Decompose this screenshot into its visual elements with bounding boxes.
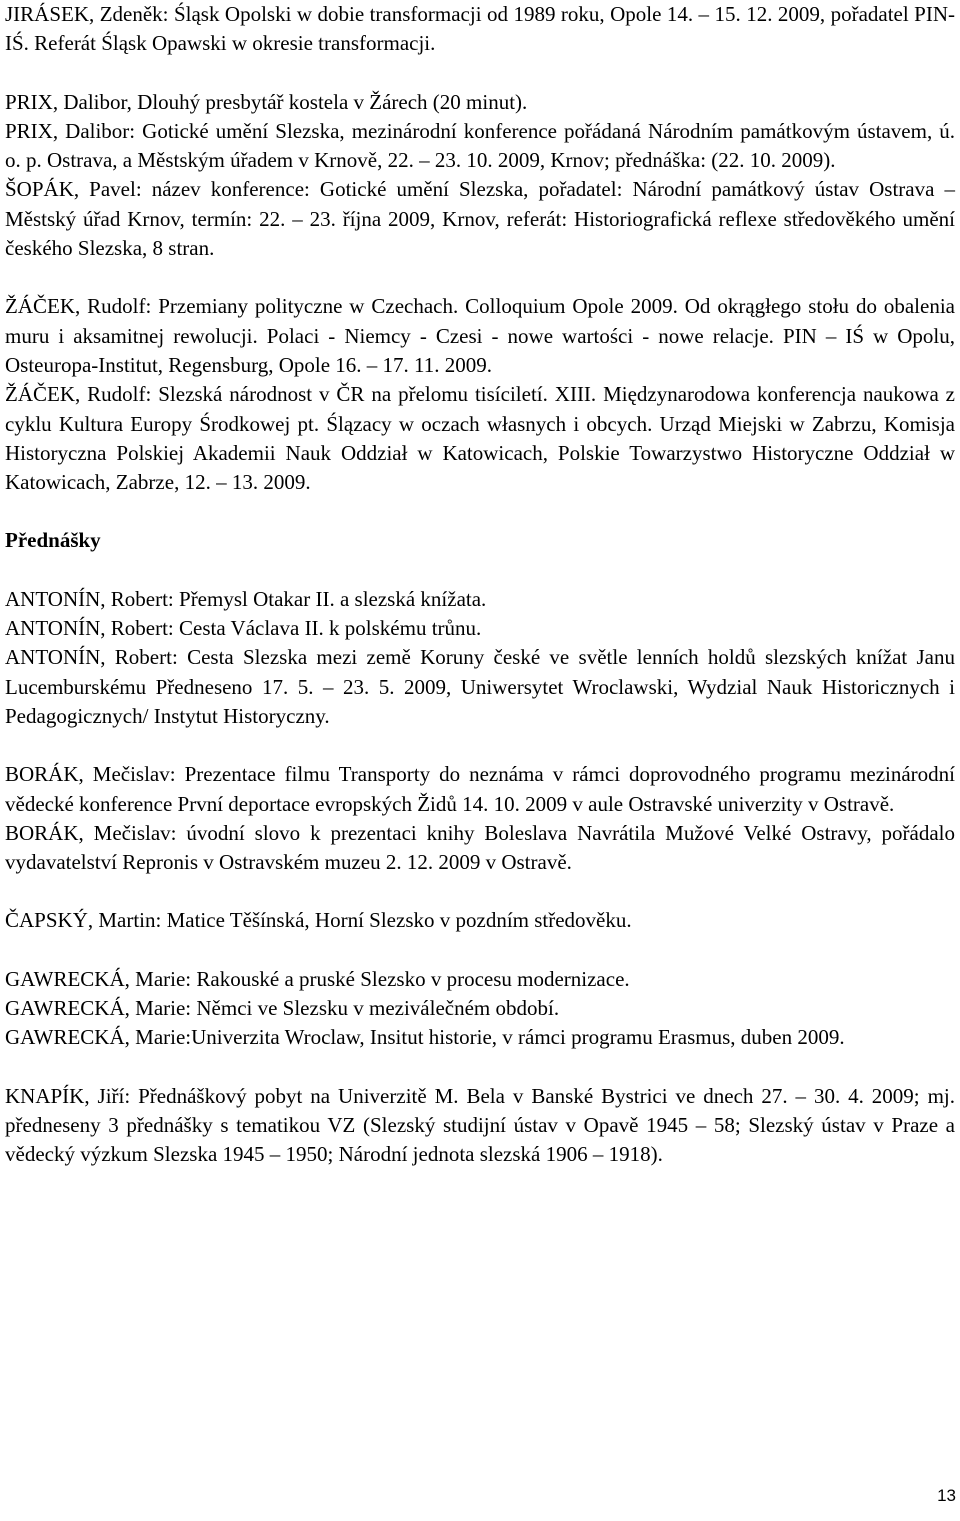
page-number: 13 — [937, 1486, 956, 1505]
entry-sopak: ŠOPÁK, Pavel: název konference: Gotické umění Slezska, pořadatel: Národní památkový ústav Ostrava – Městský úřad Krnov, termín: 22. – 23. října 2009, Krnov, referát: Historiografická reflexe středověkého umění českého Slezska, 8 stran. — [5, 177, 955, 261]
document-page — [5, 0, 955, 1170]
spacer — [5, 497, 955, 526]
lecture-gawrecka-1: GAWRECKÁ, Marie: Rakouské a pruské Slezsko v procesu modernizace. — [5, 966, 630, 991]
lecture-antonin-2: ANTONÍN, Robert: Cesta Václava II. k polskému trůnu. — [5, 616, 482, 641]
spacer — [5, 263, 955, 292]
entry-zacek-1: ŽÁČEK, Rudolf: Przemiany polityczne w Czechach. Colloquium Opole 2009. Od okrągłego stołu do obalenia muru i aksamitnej rewolucji. Polaci - Niemcy - Czesi - nowe wartości - nowe relacje. PIN – IŚ w Opolu, Osteuropa-Institut, Regensburg, Opole 16. – 17. 11. 2009. — [5, 294, 955, 377]
spacer — [5, 556, 955, 585]
lecture-gawrecka-2: GAWRECKÁ, Marie: Němci ve Slezsku v meziválečném období. — [5, 996, 560, 1021]
section-heading: Přednášky — [5, 528, 101, 553]
lecture-antonin-1: ANTONÍN, Robert: Přemysl Otakar II. a slezská knížata. — [5, 586, 487, 611]
entry-prix-2: PRIX, Dalibor: Gotické umění Slezska, mezinárodní konference pořádaná Národním památkovým ústavem, ú. o. p. Ostrava, a Městským úřadem v Krnově, 22. – 23. 10. 2009, Krnov; přednáška: (22. 10. 2009). — [5, 118, 955, 173]
lecture-capsky: ČAPSKÝ, Martin: Matice Těšínská, Horní Slezsko v pozdním středověku. — [5, 908, 632, 933]
lecture-gawrecka-3: GAWRECKÁ, Marie:Univerzita Wroclaw, Insitut historie, v rámci programu Erasmus, duben 2009. — [5, 1025, 845, 1050]
lecture-antonin-3: ANTONÍN, Robert: Cesta Slezska mezi země Koruny české ve světle lenních holdů slezských knížat Janu Lucemburskému Předneseno 17. 5. – 23. 5. 2009, Uniwersytet Wroclawski, Wydzial Nauk Historicznych i Pedagogicznych/ Instytut Historyczny. — [5, 645, 955, 728]
spacer — [5, 877, 955, 906]
entry-prix-1: PRIX, Dalibor, Dlouhý presbytář kostela v Žárech (20 minut). — [5, 89, 528, 114]
lecture-knapik: KNAPÍK, Jiří: Přednáškový pobyt na Univerzitě M. Bela v Banské Bystrici ve dnech 27. – 30. 4. 2009; mj. předneseny 3 přednášky s tematikou VZ (Slezský studijní ústav v Opavě 1945 – 58; Slezský ústav v Praze a vědecký výzkum Slezska 1945 – 1950; Národní jednota slezská 1906 – 1918). — [5, 1083, 955, 1167]
spacer — [5, 731, 955, 760]
lecture-borak-1: BORÁK, Mečislav: Prezentace filmu Transporty do neznáma v rámci doprovodného programu mezinárodní vědecké konference První deportace evropských Židů 14. 10. 2009 v aule Ostravské univerzity v Ostravě. — [5, 762, 955, 816]
spacer — [5, 59, 955, 88]
spacer — [5, 1053, 955, 1082]
entry-zacek-2: ŽÁČEK, Rudolf: Slezská národnost v ČR na přelomu tisíciletí. XIII. Międzynarodowa konferencja naukowa z cyklu Kultura Europy Środkowej pt. Ślązacy w oczach własnych i obcych. Urząd Miejski w Zabrzu, Komisja Historyczna Polskiej Akademii Nauk Oddział w Katowicach, Polskie Towarzystwo Historyczne Oddział w Katowicach, Zabrze, 12. – 13. 2009. — [5, 382, 955, 495]
lecture-borak-2: BORÁK, Mečislav: úvodní slovo k prezentaci knihy Boleslava Navrátila Mužové Velké Ostravy, pořádalo vydavatelství Repronis v Ostravském muzeu 2. 12. 2009 v Ostravě. — [5, 820, 955, 875]
spacer — [5, 936, 955, 965]
entry-jirasek: JIRÁSEK, Zdeněk: Śląsk Opolski w dobie transformacji od 1989 roku, Opole 14. – 15. 12. 2009, pořadatel PIN-IŚ. Referát Śląsk Opawski w okresie transformacji. — [5, 2, 955, 56]
